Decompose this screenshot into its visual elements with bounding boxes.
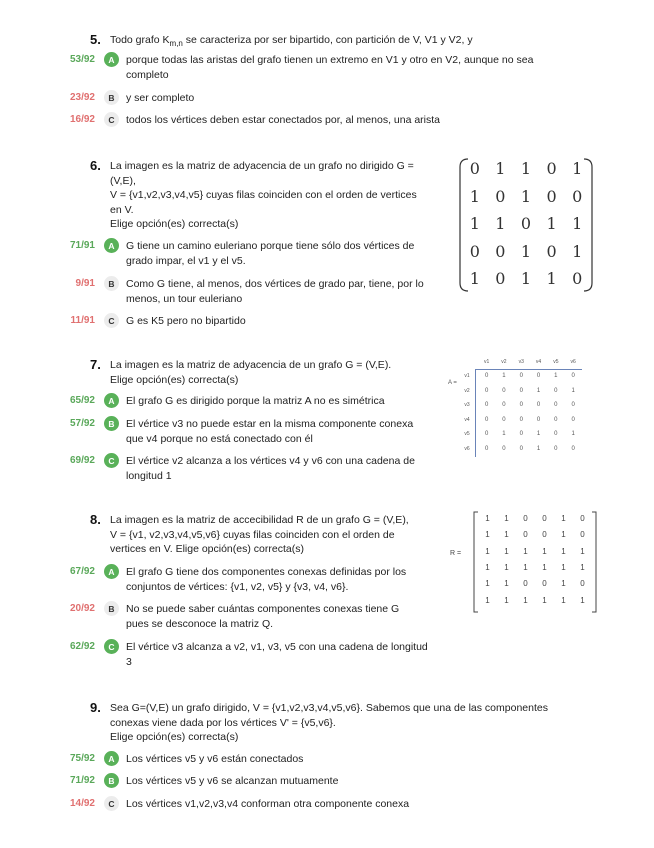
matrix-cell: 0: [519, 431, 523, 437]
question-number: 6.: [90, 158, 101, 173]
matrix-cell: 0: [571, 402, 575, 408]
matrix-label: A =: [448, 380, 457, 386]
question-stem: Sea G=(V,E) un grafo dirigido, V = {v1,v2,v3,v4,v5,v6}. Sabemos que una de las componentes conexas viene dada por los vértices V' = {v5,v6}. Elige opción(es) correcta(s): [110, 702, 548, 744]
matrix-cell: 1: [561, 514, 566, 523]
matrix-cell: 1: [536, 445, 541, 452]
option-letter-c[interactable]: C: [104, 453, 119, 468]
option-score: 14/92: [69, 798, 95, 809]
matrix-cell: 0: [536, 416, 541, 423]
option-score: 16/92: [69, 114, 95, 125]
option-text: Los vértices v5 y v6 están conectados: [126, 753, 304, 765]
option-letter-a[interactable]: A: [104, 393, 119, 408]
option-score: 62/92: [69, 641, 95, 652]
option-text: El vértice v2 alcanza a los vértices v4 y v6 con una cadena de longitud 1: [126, 455, 415, 482]
question-stem: La imagen es la matriz de accecibilidad R de un grafo G = (V,E), V = {v1, v2,v3,v4,v5,v6} cuyas filas coinciden con el orden de vertices en V. Elige opción(es) correcta(s): [110, 514, 409, 556]
matrix-cell: 0: [554, 387, 558, 394]
matrix-cell: 0: [502, 387, 506, 394]
option-score: 57/92: [69, 418, 95, 429]
matrix-row-header: v5: [464, 431, 470, 437]
matrix-cell: 0: [554, 402, 558, 408]
matrix-col-header: v3: [518, 359, 524, 365]
matrix-cell: 1: [504, 562, 509, 572]
matrix-cell: 1: [580, 562, 585, 572]
option-letter-c[interactable]: C: [104, 313, 119, 328]
matrix-cell: 0: [571, 445, 575, 452]
matrix-cell: 1: [504, 530, 509, 540]
option-score: 75/92: [69, 753, 95, 764]
matrix-cell: 1: [495, 159, 506, 178]
option-letter-c[interactable]: C: [104, 796, 119, 811]
adjacency-matrix-a-image: [448, 357, 588, 457]
question-stem: Todo grafo $K_{m,n}$ se caracteriza por ser bipartido, con partición de V, V1 y V2, y: [110, 34, 473, 49]
matrix-cell: 0: [554, 445, 558, 452]
option-text: Los vértices v1,v2,v3,v4 conforman otra componente conexa: [126, 798, 410, 810]
matrix-cell: 1: [469, 269, 480, 288]
option-letter-a[interactable]: A: [104, 564, 119, 579]
matrix-label: R =: [450, 550, 462, 557]
matrix-cell: 0: [519, 387, 523, 394]
matrix-cell: 0: [495, 269, 506, 288]
matrix-cell: 1: [542, 562, 547, 572]
question-number: 5.: [90, 32, 101, 47]
matrix-cell: 1: [495, 214, 506, 233]
matrix-cell: 1: [485, 562, 490, 572]
matrix-cell: 1: [536, 431, 541, 437]
matrix-cell: 0: [580, 514, 585, 523]
matrix-col-header: v1: [484, 359, 490, 365]
option-text: Los vértices v5 y v6 se alcanzan mutuamente: [126, 775, 339, 787]
matrix-row-header: v4: [464, 416, 470, 423]
matrix-cell: 1: [572, 241, 583, 261]
matrix-cell: 1: [485, 579, 490, 589]
matrix-cell: 0: [542, 514, 547, 523]
option-text: No se puede saber cuántas componentes conexas tiene G pues se desconoce la matriz Q.: [126, 603, 400, 630]
matrix-cell: 0: [546, 241, 557, 261]
matrix-cell: 0: [484, 373, 489, 379]
option-letter-a[interactable]: A: [104, 751, 119, 766]
matrix-cell: 0: [520, 214, 532, 233]
matrix-col-header: v2: [501, 359, 507, 365]
matrix-row-header: v2: [464, 387, 470, 394]
matrix-header-rule: [475, 369, 582, 370]
matrix-cell: 1: [571, 387, 575, 394]
option-text: porque todas las aristas del grafo tienen un extremo en V1 y otro en V2, aunque no sea completo: [126, 54, 534, 81]
matrix-cell: 1: [536, 387, 541, 394]
matrix-cell: 0: [519, 416, 523, 423]
matrix-cell: 0: [542, 579, 547, 589]
option-score: 69/92: [69, 455, 95, 466]
matrix-cell: 0: [572, 186, 583, 206]
option-score: 71/91: [69, 240, 95, 251]
matrix-cell: 1: [520, 269, 532, 288]
matrix-cell: 1: [504, 595, 509, 605]
option-text: El grafo G es dirigido porque la matriz A no es simétrica: [126, 395, 385, 407]
matrix-cell: 0: [502, 402, 506, 408]
matrix-cell: 1: [485, 546, 490, 556]
matrix-cell: 0: [546, 159, 557, 178]
matrix-cell: 1: [546, 214, 557, 233]
matrix-cell: 0: [484, 431, 489, 437]
matrix-cell: 1: [523, 546, 528, 556]
matrix-cell: 1: [580, 595, 585, 605]
matrix-cell: 0: [523, 530, 528, 540]
question-stem: La imagen es la matriz de adyacencia de un grafo G = (V,E). Elige opción(es) correcta(s): [110, 359, 392, 386]
matrix-cell: 1: [571, 431, 575, 437]
matrix-cell: 0: [580, 530, 585, 540]
option-score: 67/92: [69, 566, 95, 577]
matrix-cell: 0: [571, 416, 575, 423]
option-text: todos los vértices deben estar conectados por, al menos, una arista: [126, 114, 441, 126]
option-text: G tiene un camino euleriano porque tiene sólo dos vértices de grado impar, el v1 y el v5.: [126, 240, 415, 267]
matrix-col-header: v4: [535, 359, 542, 365]
matrix-row-rule: [475, 369, 476, 457]
option-letter-a[interactable]: A: [104, 238, 119, 253]
adjacency-matrix-image: [458, 155, 594, 295]
matrix-cell: 0: [502, 445, 506, 452]
matrix-cell: 1: [502, 431, 506, 437]
matrix-cell: 0: [536, 402, 541, 408]
matrix-cell: 0: [523, 514, 528, 523]
matrix-cell: 1: [542, 546, 547, 556]
matrix-cell: 1: [504, 579, 509, 589]
matrix-col-header: v6: [570, 359, 576, 365]
matrix-cell: 1: [520, 159, 532, 178]
option-text: Como G tiene, al menos, dos vértices de grado par, tiene, por lo menos, un tour euleriano: [126, 278, 424, 305]
matrix-cell: 0: [484, 402, 489, 408]
option-letter-b[interactable]: B: [104, 601, 119, 616]
question-number: 9.: [90, 700, 101, 715]
matrix-cell: 1: [554, 373, 558, 379]
matrix-cell: 1: [523, 562, 528, 572]
matrix-cell: 0: [484, 387, 489, 394]
matrix-cell: 0: [572, 269, 583, 288]
matrix-cell: 0: [484, 445, 489, 452]
matrix-row-header: v6: [464, 445, 470, 452]
matrix-row-header: v3: [464, 402, 470, 408]
matrix-cell: 1: [520, 186, 532, 206]
question-number: 8.: [90, 512, 101, 527]
matrix-cell: 1: [502, 373, 506, 379]
matrix-cell: 1: [546, 269, 557, 288]
matrix-cell: 0: [495, 186, 506, 206]
matrix-cell: 0: [484, 416, 489, 423]
matrix-cell: 0: [571, 373, 575, 379]
matrix-cell: 0: [523, 579, 528, 589]
option-letter-b[interactable]: B: [104, 276, 119, 291]
matrix-cell: 1: [561, 546, 566, 556]
option-score: 11/91: [70, 315, 95, 326]
matrix-cell: 1: [504, 546, 509, 556]
option-text: G es K5 pero no bipartido: [126, 315, 246, 327]
matrix-cell: 1: [485, 530, 490, 540]
option-score: 9/91: [75, 278, 95, 289]
matrix-cell: 1: [485, 514, 490, 523]
option-score: 71/92: [69, 775, 95, 786]
matrix-cell: 0: [542, 530, 547, 540]
matrix-cell: 1: [572, 159, 583, 178]
option-letter-b[interactable]: B: [104, 416, 119, 431]
matrix-cell: 1: [542, 595, 547, 605]
matrix-cell: 1: [561, 595, 566, 605]
option-score: 53/92: [69, 54, 95, 65]
matrix-cell: 0: [519, 445, 523, 452]
matrix-cell: 1: [572, 214, 583, 233]
question-number: 7.: [90, 357, 101, 372]
matrix-cell: 0: [554, 416, 558, 423]
option-letter-c[interactable]: C: [104, 639, 119, 654]
matrix-cell: 1: [580, 546, 585, 556]
option-letter-b[interactable]: B: [104, 773, 119, 788]
matrix-cell: 0: [469, 159, 480, 178]
option-score: 65/92: [69, 395, 95, 406]
matrix-cell: 1: [469, 214, 480, 233]
matrix-cell: 1: [520, 241, 532, 261]
matrix-cell: 1: [485, 595, 490, 605]
option-text: El vértice v3 alcanza a v2, v1, v3, v5 con una cadena de longitud 3: [126, 641, 428, 668]
option-text: El vértice v3 no puede estar en la misma componente conexa que v4 porque no está conectado con él: [126, 418, 414, 445]
matrix-cell: 0: [469, 241, 480, 261]
matrix-cell: 1: [523, 595, 528, 605]
matrix-cell: 0: [519, 402, 523, 408]
option-letter-b[interactable]: B: [104, 90, 119, 105]
question-stem: La imagen es la matriz de adyacencia de un grafo no dirigido G = (V,E), V = {v1,v2,v3,v4,v5} cuyas filas coinciden con el orden de vertices en V. Elige opción(es) correcta(s): [110, 160, 417, 231]
matrix-cell: 1: [561, 530, 566, 540]
option-score: 20/92: [69, 603, 95, 614]
matrix-row-header: v1: [464, 373, 470, 379]
option-letter-c[interactable]: C: [104, 112, 119, 127]
option-score: 23/92: [69, 92, 95, 103]
matrix-cell: 1: [561, 562, 566, 572]
matrix-cell: 1: [504, 514, 509, 523]
reachability-matrix-image: [450, 510, 600, 615]
matrix-cell: 1: [469, 186, 480, 206]
matrix-col-header: v5: [553, 359, 559, 365]
matrix-cell: 0: [519, 373, 523, 379]
option-text: y ser completo: [126, 92, 195, 104]
option-text: El grafo G tiene dos componentes conexas definidas por los conjuntos de vértices: {v1, v2, v5} y {v3, v4, v6}.: [126, 566, 407, 593]
matrix-cell: 1: [561, 579, 566, 589]
matrix-cell: 0: [495, 241, 506, 261]
matrix-cell: 0: [546, 186, 557, 206]
matrix-cell: 0: [502, 416, 506, 423]
matrix-cell: 0: [554, 431, 558, 437]
matrix-cell: 0: [536, 373, 541, 379]
matrix-cell: 0: [580, 579, 585, 589]
option-letter-a[interactable]: A: [104, 52, 119, 67]
